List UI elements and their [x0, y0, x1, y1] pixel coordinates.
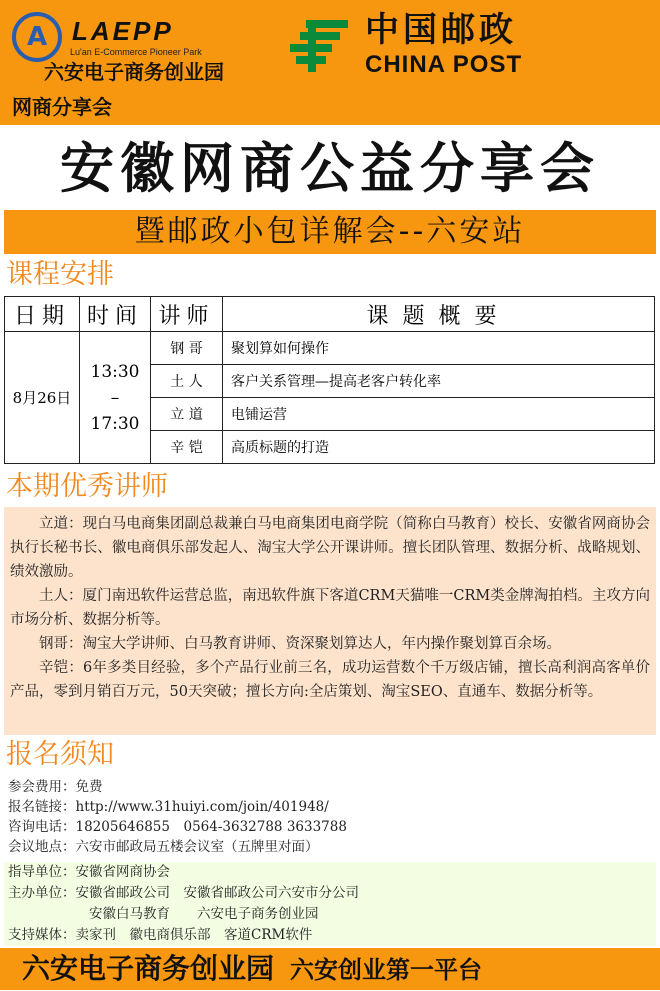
lecturer-bio: 钢哥：淘宝大学讲师、白马教育讲师、资深聚划算达人，年内操作聚划算百余场。 [39, 636, 561, 652]
topic-cell: 高质标题的打造 [223, 431, 655, 464]
lecturer-bio: 辛铠：6年多类目经验，多个产品行业前三名，成功运营数个千万级店铺，擅长高利润高客单价产品，零到月销百万元，50天突破；擅长方向:全店策划、淘宝SEO、直通车、数据分析等。 [10, 660, 650, 700]
laepp-chinese-name: 六安电子商务创业园 [44, 60, 224, 84]
support-media: 支持媒体：卖家刊 徽电商俱乐部 客道CRM软件 [8, 927, 313, 943]
laepp-subtitle: Lu'an E-Commerce Pioneer Park [70, 47, 202, 57]
footer-banner [0, 948, 660, 990]
registration-heading: 报名须知 [6, 739, 114, 770]
lecturers-heading: 本期优秀讲师 [6, 471, 168, 502]
organizers-box [4, 862, 656, 946]
lecturer-bio: 立道：现白马电商集团副总裁兼白马电商集团电商学院（简称白马教育）校长、安徽省网商协会执行长秘书长、徽电商俱乐部发起人、淘宝大学公开课讲师。擅长团队管理、数据分析、战略规划、绩效激励。 [10, 516, 650, 580]
col-topic: 课题概要 [223, 297, 655, 332]
time-separator: – [110, 387, 120, 408]
event-series-label: 网商分享会 [12, 95, 112, 119]
china-post-logo-icon [290, 20, 348, 72]
speaker-cell: 土 人 [151, 365, 223, 398]
laepp-logo-icon: A [12, 12, 62, 62]
date-cell: 8月26日 [5, 332, 80, 464]
topic-cell: 电铺运营 [223, 398, 655, 431]
speaker-cell: 立 道 [151, 398, 223, 431]
topic-cell: 客户关系管理—提高老客户转化率 [223, 365, 655, 398]
col-date: 日期 [5, 297, 80, 332]
footer-right: 六安创业第一平台 [290, 956, 483, 984]
schedule-table [4, 296, 655, 464]
registration-info [8, 777, 347, 857]
host-units: 主办单位：安徽省邮政公司 安徽省邮政公司六安市分公司 [8, 885, 359, 901]
lecturers-box [4, 507, 656, 735]
schedule-heading: 课程安排 [6, 259, 114, 290]
page-subtitle: 暨邮政小包详解会--六安站 [4, 210, 656, 254]
time-start: 13:30 [90, 361, 140, 382]
page-title: 安徽网商公益分享会 [60, 136, 600, 200]
registration-link[interactable]: http://www.31huiyi.com/join/401948/ [75, 799, 329, 815]
topic-cell: 聚划算如何操作 [223, 332, 655, 365]
col-speaker: 讲师 [151, 297, 223, 332]
link-label: 报名链接： [8, 799, 76, 815]
footer-left: 六安电子商务创业园 [22, 952, 275, 985]
host-units-cont: 安徽白马教育 六安电子商务创业园 [89, 906, 319, 922]
venue: 会议地点：六安市邮政局五楼会议室（五牌里对面） [8, 839, 319, 855]
speaker-cell: 辛 铠 [151, 431, 223, 464]
time-end: 17:30 [90, 413, 140, 434]
china-post-chinese: 中国邮政 [365, 10, 517, 50]
speaker-cell: 钢 哥 [151, 332, 223, 365]
fee: 参会费用：免费 [8, 779, 103, 795]
china-post-english: CHINA POST [365, 51, 523, 78]
lecturer-bio: 土人：厦门南迅软件运营总监，南迅软件旗下客道CRM天猫唯一CRM类金牌淘拍档。主攻方向市场分析、数据分析等。 [10, 588, 650, 628]
phone: 咨询电话：18205646855 0564-3632788 3633788 [8, 819, 347, 835]
guide-unit: 指导单位：安徽省网商协会 [8, 864, 170, 880]
laepp-logo-text: LAEPP [72, 16, 174, 46]
col-time: 时间 [80, 297, 151, 332]
time-cell [80, 332, 151, 464]
